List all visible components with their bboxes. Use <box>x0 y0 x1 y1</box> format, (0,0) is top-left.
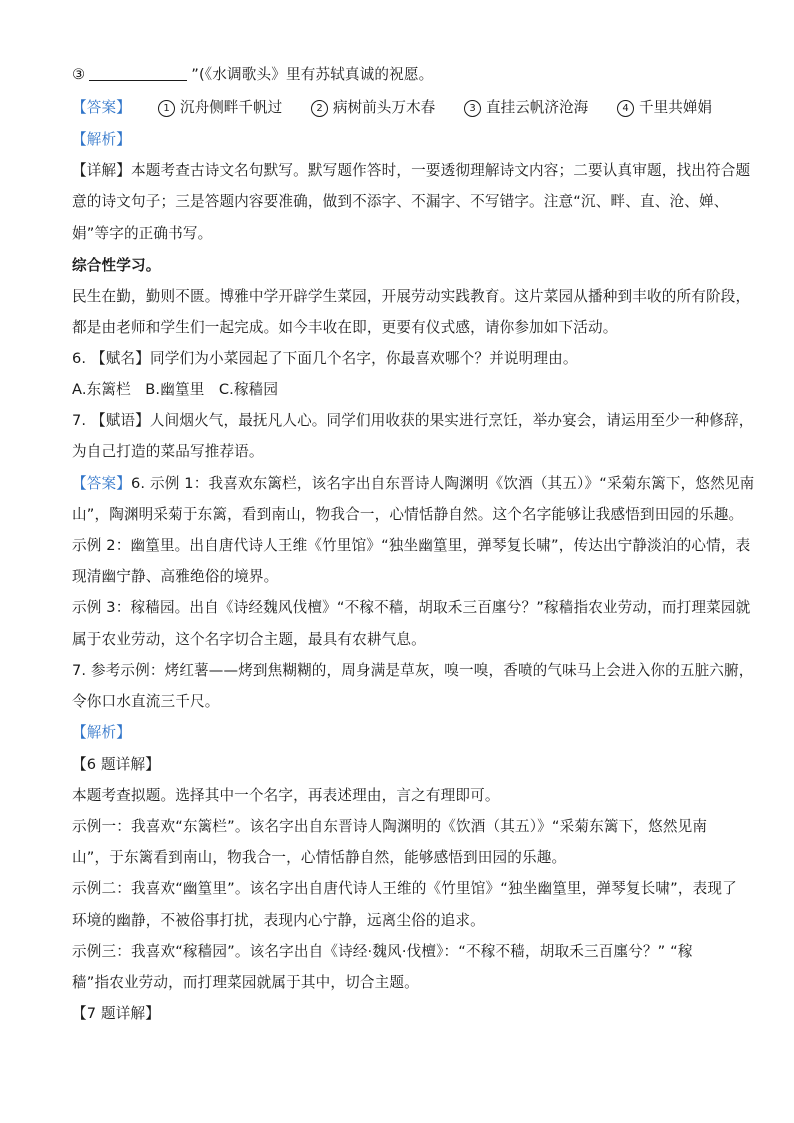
answer-label: 【答案】 <box>72 475 131 492</box>
detail-6-line: 本题考查拟题。选择其中一个名字，再表述理由，言之有理即可。 <box>72 787 500 804</box>
answer-2-first-line <box>72 474 754 494</box>
analysis-label: 【解析】 <box>72 724 131 741</box>
answer-item-2 <box>311 98 435 118</box>
answer-text: 病树前头万木春 <box>333 99 436 116</box>
detail-line: 娟”等字的正确书写。 <box>72 225 213 242</box>
detail-6-line: 示例二：我喜欢“幽篁里”。该名字出自唐代诗人王维的《竹里馆》“独坐幽篁里，弹琴复长啸”，表现了 <box>72 880 737 897</box>
question-text: ”(《水调歌头》里有苏轼真诚的祝愿。 <box>191 66 434 83</box>
question-6-options: A.东篱栏 B.幽篁里 C.稼穑园 <box>72 381 279 398</box>
detail-6-line: 山”，于东篱看到南山，物我合一，心情恬静自然，能够感悟到田园的乐趣。 <box>72 849 567 866</box>
answer-text: 直挂云帆济沧海 <box>486 99 589 116</box>
answer-line: 7. 参考示例：烤红薯——烤到焦糊糊的，周身满是草灰，嗅一嗅，香喷的气味马上会进入你的五脏六腑， <box>72 662 754 679</box>
intro-line: 民生在勤，勤则不匮。博雅中学开辟学生菜园，开展劳动实践教育。这片菜园从播种到丰收的所有阶段， <box>72 288 751 305</box>
answer-line: 示例 3：稼穑园。出自《诗经魏风伐檀》“不稼不穑，胡取禾三百廛兮？”稼穑指农业劳动，而打理菜园就 <box>72 599 751 616</box>
detail-7-label: 【7 题详解】 <box>72 1005 160 1022</box>
analysis-label: 【解析】 <box>72 131 131 148</box>
circled-number-4: 4 <box>617 100 634 117</box>
detail-6-label: 【6 题详解】 <box>72 756 160 773</box>
answer-line: 令你口水直流三千尺。 <box>72 693 220 710</box>
question-marker: ③ <box>72 66 86 83</box>
answer-line: 示例 2：幽篁里。出自唐代诗人王维《竹里馆》“独坐幽篁里，弹琴复长啸”，传达出宁静淡泊的心情，表 <box>72 537 751 554</box>
answer-text: 千里共婵娟 <box>639 99 712 116</box>
circled-number-1: 1 <box>158 100 175 117</box>
answer-item-4 <box>617 98 712 118</box>
circled-number-3: 3 <box>464 100 481 117</box>
question-6: 6. 【赋名】同学们为小菜园起了下面几个名字，你最喜欢哪个？并说明理由。 <box>72 350 578 367</box>
detail-line: 意的诗文句子；三是答题内容要准确，做到不添字、不漏字、不写错字。注意“沉、畔、直、沧、婵、 <box>72 193 729 210</box>
detail-6-line: 环境的幽静，不被俗事打扰，表现内心宁静，远离尘俗的追求。 <box>72 912 485 929</box>
detail-line: 【详解】本题考查古诗文名句默写。默写题作答时，一要透彻理解诗文内容；二要认真审题，找出符合题 <box>72 162 751 179</box>
intro-line: 都是由老师和学生们一起完成。如今丰收在即，更要有仪式感，请你参加如下活动。 <box>72 319 618 336</box>
answer-line: 现清幽宁静、高雅绝俗的境界。 <box>72 568 279 585</box>
section-title: 综合性学习。 <box>72 257 161 274</box>
answer-text: 6. 示例 1：我喜欢东篱栏，该名字出自东晋诗人陶渊明《饮酒（其五）》“采菊东篱下，悠然见南 <box>130 475 755 492</box>
detail-6-line: 示例一：我喜欢“东篱栏”。该名字出自东晋诗人陶渊明的《饮酒（其五）》“采菊东篱下，悠然见南 <box>72 818 708 835</box>
answer-item-1 <box>158 98 282 118</box>
answer-blank <box>89 65 187 81</box>
answer-line: 山”，陶渊明采菊于东篱，看到南山，物我合一，心情恬静自然。这个名字能够让我感悟到田园的乐趣。 <box>72 506 744 523</box>
circled-number-2: 2 <box>311 100 328 117</box>
question-7-line: 为自己打造的菜品写推荐语。 <box>72 443 264 460</box>
answer-text: 沉舟侧畔千帆过 <box>180 99 283 116</box>
answer-label: 【答案】 <box>72 99 131 116</box>
detail-6-line: 穑”指农业劳动，而打理菜园就属于其中，切合主题。 <box>72 974 419 991</box>
question-7-line: 7. 【赋语】人间烟火气，最抚凡人心。同学们用收获的果实进行烹饪，举办宴会，请运用至少一种修辞， <box>72 412 754 429</box>
answer-line: 属于农业劳动，这个名字切合主题，最具有农耕气息。 <box>72 631 426 648</box>
answer-item-3 <box>464 98 588 118</box>
detail-6-line: 示例三：我喜欢“稼穑园”。该名字出自《诗经·魏风·伐檀》：“不稼不穑，胡取禾三百廛兮？” “稼 <box>72 943 693 960</box>
question-3-line <box>72 65 433 85</box>
